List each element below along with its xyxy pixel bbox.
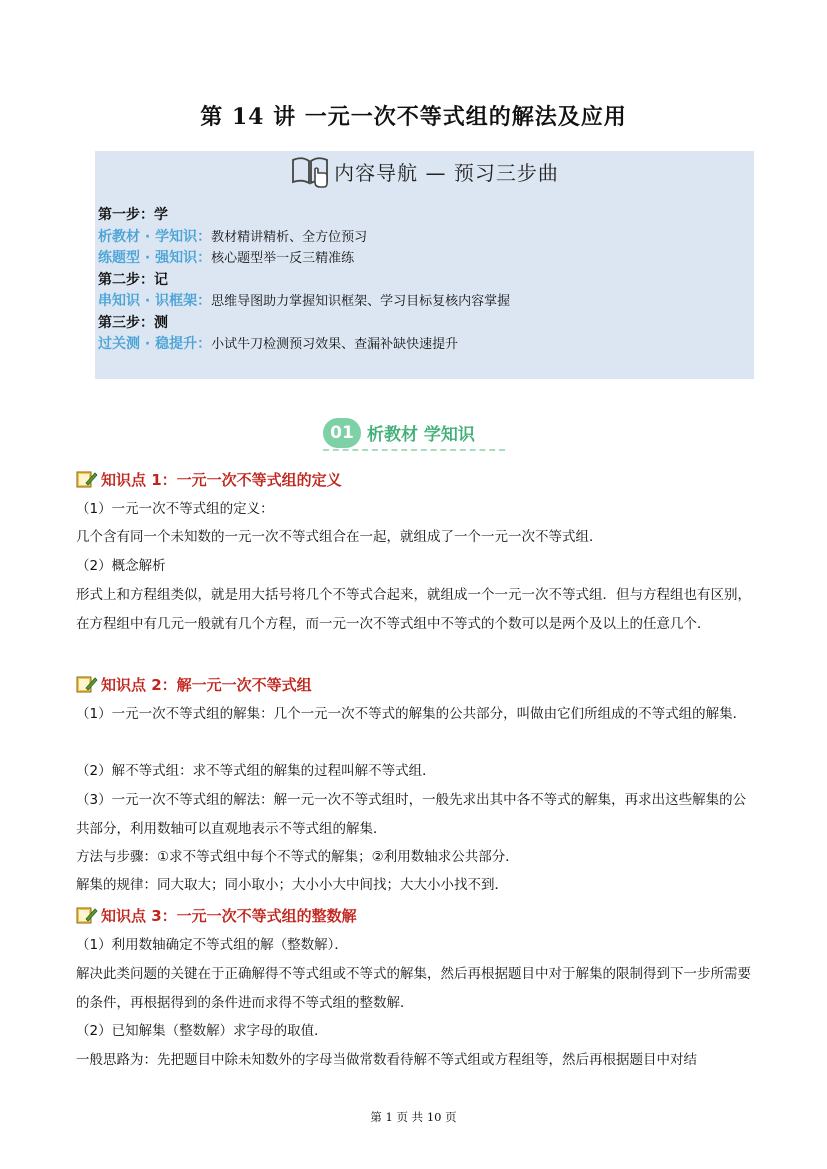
page-title: 第 14 讲 一元一次不等式组的解法及应用 <box>200 104 627 130</box>
paragraph: 形式上和方程组类似，就是用大括号将几个不等式合起来，就组成一个一元一次不等式组．但与方程组也有区别，在方程组中有几元一般就有几个方程，而一元一次不等式组中不等式的个数可以是两个及以上的任意几个． <box>76 587 751 632</box>
paragraph: （1）利用数轴确定不等式组的解（整数解）． <box>76 937 348 953</box>
paragraph: （2）概念解析 <box>76 558 166 574</box>
nav-step-2: 第二步：记 <box>98 271 168 288</box>
paragraph: （1）一元一次不等式组的解集：几个一元一次不等式的解集的公共部分，叫做由它们所组成的不等式组的解集． <box>76 706 747 722</box>
nav-step-3: 第三步：测 <box>98 314 168 331</box>
section-divider <box>323 449 505 451</box>
content-navigation-box <box>95 151 754 379</box>
paragraph: 方法与步骤：①求不等式组中每个不等式的解集；②利用数轴求公共部分． <box>76 849 519 865</box>
paragraph: （2）已知解集（整数解）求字母的取值． <box>76 1023 328 1039</box>
nav-item: 析教材 · 学知识：教材精讲精析、全方位预习 <box>98 228 368 245</box>
nav-item: 串知识 · 识框架：思维导图助力掌握知识框架、学习目标复核内容掌握 <box>98 293 511 309</box>
nav-heading-text: 内容导航 — 预习三步曲 <box>334 160 559 185</box>
paragraph: 几个含有同一个未知数的一元一次不等式组合在一起，就组成了一个一元一次不等式组． <box>76 529 603 545</box>
knowledge-point-heading: 知识点 1：一元一次不等式组的定义 <box>76 468 342 490</box>
paragraph: （2）解不等式组：求不等式组的解集的过程叫解不等式组． <box>76 763 436 779</box>
paragraph: 解集的规律：同大取大；同小取小；大小小大中间找；大大小小找不到． <box>76 877 508 893</box>
knowledge-point-heading: 知识点 3：一元一次不等式组的整数解 <box>76 904 357 926</box>
book-pointer-icon <box>290 151 330 191</box>
notebook-icon <box>76 906 98 924</box>
nav-step-1: 第一步：学 <box>98 207 168 223</box>
paragraph: （1）一元一次不等式组的定义： <box>76 501 274 517</box>
section-number: 01 <box>323 418 361 448</box>
paragraph: 解决此类问题的关键在于正确解得不等式组或不等式的解集，然后再根据题目中对于解集的限制得到下一步所需要的条件，再根据得到的条件进而求得不等式组的整数解． <box>76 966 751 1011</box>
nav-heading <box>95 151 754 191</box>
notebook-icon <box>76 470 98 488</box>
section-label: 析教材 学知识 <box>367 425 475 445</box>
page-footer: 第 1 页 共 10 页 <box>370 1110 457 1124</box>
paragraph: （3）一元一次不等式组的解法：解一元一次不等式组时，一般先求出其中各不等式的解集，再求出这些解集的公共部分，利用数轴可以直观地表示不等式组的解集． <box>76 792 747 837</box>
section-badge <box>323 415 508 453</box>
paragraph: 一般思路为：先把题目中除未知数外的字母当做常数看待解不等式组或方程组等，然后再根据题目中对结 <box>76 1052 697 1068</box>
nav-item: 过关测 · 稳提升：小试牛刀检测预习效果、查漏补缺快速提升 <box>98 336 459 352</box>
nav-item: 练题型 · 强知识：核心题型举一反三精准练 <box>98 250 355 266</box>
notebook-icon <box>76 675 98 693</box>
knowledge-point-heading: 知识点 2：解一元一次不等式组 <box>76 673 312 695</box>
